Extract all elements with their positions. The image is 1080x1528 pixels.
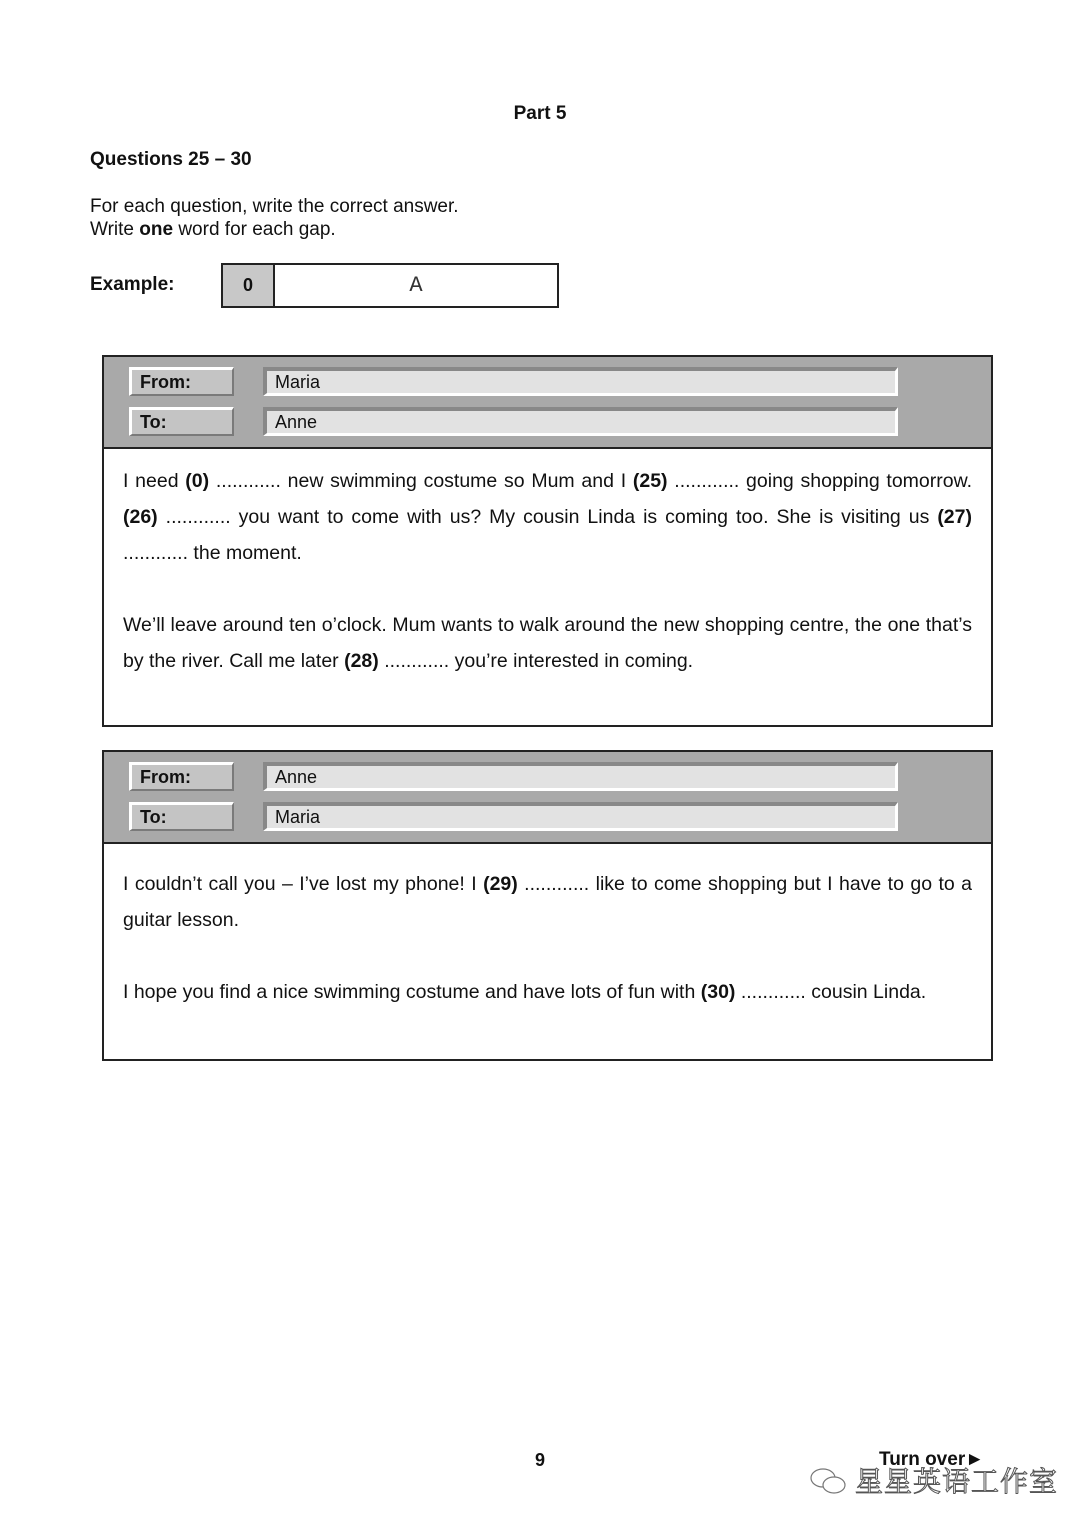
- example-number: 0: [223, 265, 275, 306]
- example-box: [221, 263, 559, 308]
- questions-heading: Questions 25 – 30: [90, 149, 252, 170]
- to-field: Maria: [263, 802, 898, 831]
- example-label: Example:: [90, 274, 175, 295]
- from-field: Anne: [263, 762, 898, 791]
- text: ............ cousin Linda.: [735, 981, 927, 1003]
- paragraph: [123, 974, 972, 1010]
- to-label: To:: [129, 802, 234, 831]
- email-body: [104, 449, 991, 679]
- page-number: 9: [534, 1450, 545, 1470]
- email-header: [104, 752, 991, 844]
- from-field: Maria: [263, 367, 898, 396]
- text: ............ going shopping tomorrow.: [667, 470, 973, 492]
- to-label: To:: [129, 407, 234, 436]
- instruction-line-2: [90, 219, 336, 241]
- text: We’ll leave around ten o’clock. Mum wants to walk around the new shopping centre, the one that’s by the river. Call me later: [123, 614, 972, 672]
- paragraph: [123, 866, 972, 938]
- gap-number: (26): [123, 506, 158, 528]
- gap-number: (29): [483, 873, 518, 895]
- from-label: From:: [129, 367, 234, 396]
- to-field: Anne: [263, 407, 898, 436]
- paragraph: [123, 607, 972, 679]
- paragraph: [123, 463, 972, 571]
- text: I couldn’t call you – I’ve lost my phone! I: [123, 873, 484, 895]
- gap-number: (25): [632, 470, 668, 492]
- text: I need: [123, 470, 186, 492]
- text: ............ like to come shopping but I have to go to a guitar lesson.: [123, 873, 972, 931]
- text: I hope you find a nice swimming costume and have lots of fun with: [123, 981, 701, 1003]
- part-heading: Part 5: [513, 103, 567, 124]
- from-label: From:: [129, 762, 234, 791]
- email-body: [104, 844, 991, 1010]
- email-2: [102, 750, 993, 1061]
- email-header: [104, 357, 991, 449]
- text: ............ new swimming costume so Mum and I: [209, 470, 633, 492]
- gap-number: (27): [937, 506, 972, 528]
- text: ............ the moment.: [123, 542, 302, 564]
- text: ............ you want to come with us? My cousin Linda is coming too. She is visiting us: [157, 506, 938, 528]
- gap-number: (0): [185, 470, 210, 492]
- example-answer: A: [409, 273, 423, 298]
- watermark: 星星英语工作室: [855, 1466, 1059, 1497]
- text: ............ you’re interested in coming.: [378, 650, 694, 672]
- wechat-icon: [808, 1466, 848, 1496]
- instruction-bold: one: [139, 219, 174, 240]
- gap-number: (30): [700, 981, 736, 1003]
- instruction-line-1: For each question, write the correct answer.: [90, 196, 459, 217]
- instruction-text: Write: [90, 219, 140, 240]
- email-1: [102, 355, 993, 727]
- instruction-text: word for each gap.: [173, 219, 336, 240]
- gap-number: (28): [344, 650, 379, 672]
- turn-over-label: Turn over►: [879, 1449, 985, 1470]
